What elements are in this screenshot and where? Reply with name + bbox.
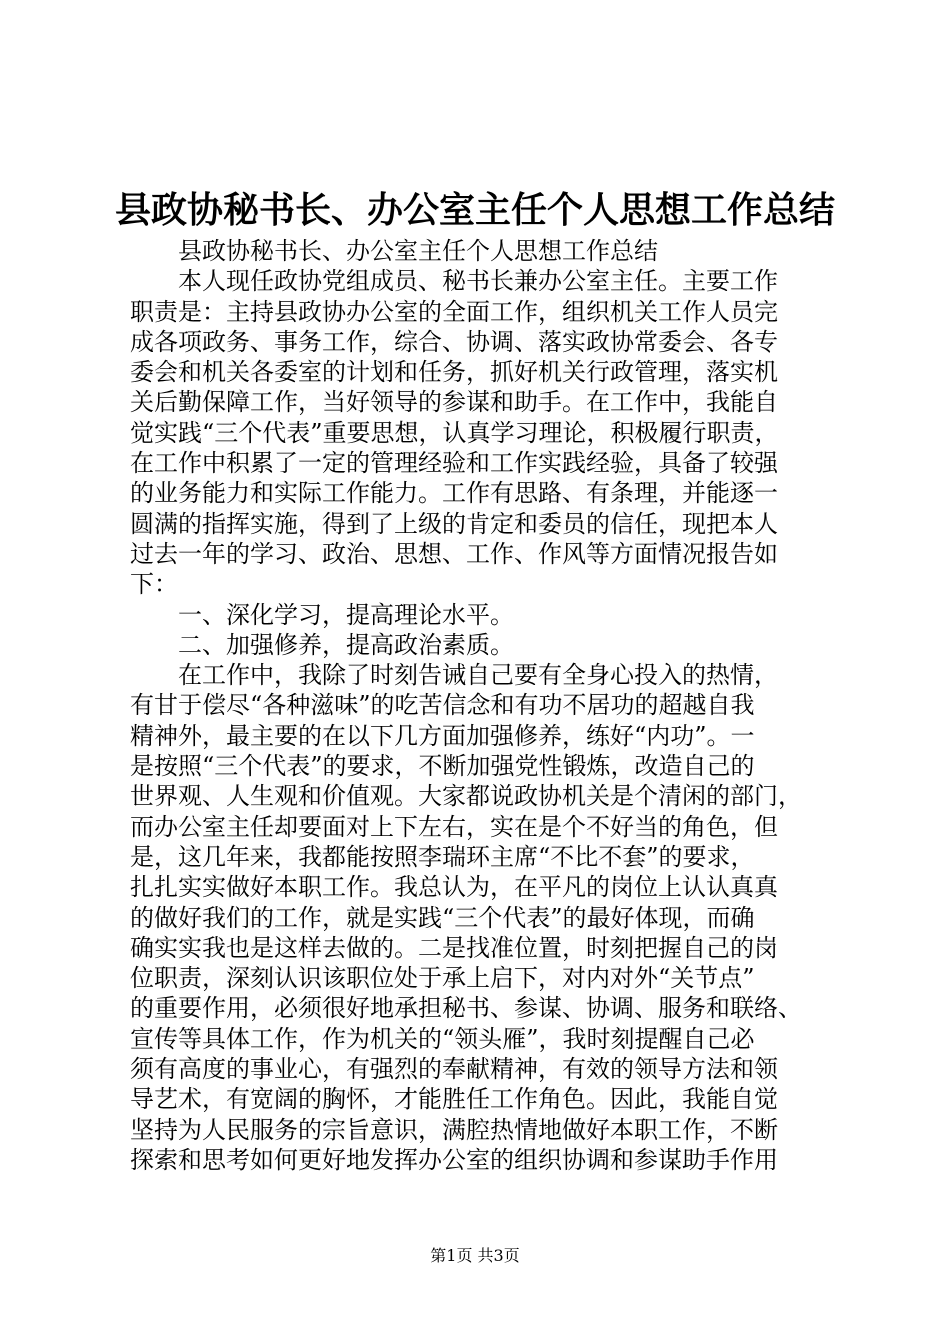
- body-line: 是，这几年来，我都能按照李瑞环主席“不比不套”的要求，: [130, 842, 755, 871]
- section-heading: 一、深化学习，提高理论水平。: [178, 600, 514, 629]
- body-line: 成各项政务、事务工作，综合、协调、落实政协常委会、各专: [130, 327, 778, 356]
- body-line: 是按照“三个代表”的要求，不断加强党性锻炼，改造自己的: [130, 752, 755, 781]
- body-line: 关后勤保障工作，当好领导的参谋和助手。在工作中，我能自: [130, 388, 778, 417]
- body-line: 下：: [130, 570, 178, 599]
- body-line: 职责是：主持县政协办公室的全面工作，组织机关工作人员完: [130, 297, 778, 326]
- body-line: 过去一年的学习、政治、思想、工作、作风等方面情况报告如: [130, 539, 778, 568]
- body-line: 有甘于偿尽“各种滋味”的吃苦信念和有功不居功的超越自我: [130, 691, 755, 720]
- page-footer: 第1页 共3页: [430, 1246, 520, 1265]
- body-line: 须有高度的事业心，有强烈的奉献精神，有效的领导方法和领: [130, 1055, 778, 1084]
- body-line: 本人现任政协党组成员、秘书长兼办公室主任。主要工作: [178, 267, 778, 296]
- body-line: 宣传等具体工作，作为机关的“领头雁”，我时刻提醒自己必: [130, 1024, 755, 1053]
- document-title: 县政协秘书长、办公室主任个人思想工作总结: [114, 189, 835, 231]
- body-line: 的做好我们的工作，就是实践“三个代表”的最好体现，而确: [130, 903, 755, 932]
- body-line: 坚持为人民服务的宗旨意识，满腔热情地做好本职工作，不断: [130, 1115, 778, 1144]
- body-line: 委会和机关各委室的计划和任务，抓好机关行政管理，落实机: [130, 358, 778, 387]
- body-line: 世界观、人生观和价值观。大家都说政协机关是个清闲的部门，: [130, 782, 802, 811]
- body-line: 在工作中，我除了时刻告诫自己要有全身心投入的热情，: [178, 661, 778, 690]
- body-line: 精神外，最主要的在以下几方面加强修养，练好“内功”。一: [130, 721, 755, 750]
- body-line: 的业务能力和实际工作能力。工作有思路、有条理，并能逐一: [130, 479, 778, 508]
- body-line: 扎扎实实做好本职工作。我总认为，在平凡的岗位上认认真真: [130, 873, 778, 902]
- body-line: 探索和思考如何更好地发挥办公室的组织协调和参谋助手作用: [130, 1145, 778, 1174]
- body-line: 位职责，深刻认识该职位处于承上启下，对内对外“关节点”: [130, 964, 755, 993]
- body-line: 觉实践“三个代表”重要思想，认真学习理论，积极履行职责，: [130, 418, 779, 447]
- body-line: 在工作中积累了一定的管理经验和工作实践经验，具备了较强: [130, 449, 778, 478]
- body-line: 导艺术，有宽阔的胸怀，才能胜任工作角色。因此，我能自觉: [130, 1085, 778, 1114]
- document-body: [130, 236, 828, 1175]
- body-line: 的重要作用，必须很好地承担秘书、参谋、协调、服务和联络、: [130, 994, 802, 1023]
- body-line: 而办公室主任却要面对上下左右，实在是个不好当的角色，但: [130, 812, 778, 841]
- section-heading: 二、加强修养，提高政治素质。: [178, 630, 514, 659]
- body-line: 县政协秘书长、办公室主任个人思想工作总结: [178, 237, 658, 265]
- body-line: 确实实我也是这样去做的。二是找准位置，时刻把握自己的岗: [130, 933, 778, 962]
- body-line: 圆满的指挥实施，得到了上级的肯定和委员的信任，现把本人: [130, 509, 778, 538]
